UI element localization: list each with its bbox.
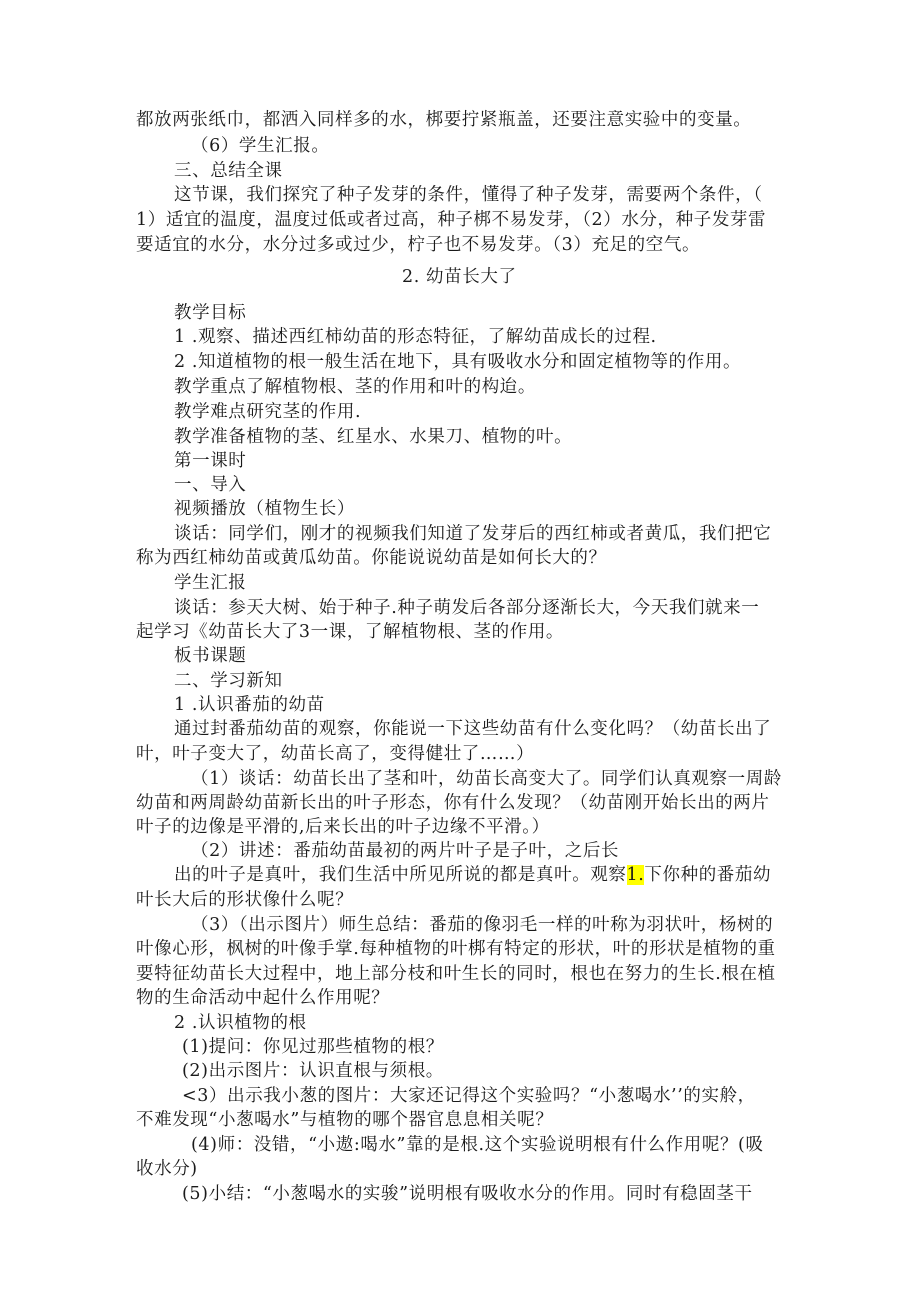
text-line-31-part-2: 下你种的番茄幼 (644, 865, 772, 885)
text-line-21: 起学习《幼苗长大了3一课，了解植物根、茎的作用。 (136, 622, 565, 642)
lesson-title: 2. 幼苗长大了 (402, 267, 517, 287)
text-line-4: 这节课，我们探究了种子发芽的条件，懂得了种子发芽，需要两个条件，（ (174, 185, 763, 205)
text-line-6: 要适宜的水分，水分过多或过少，柠子也不易发芽。（3）充足的空气。 (136, 235, 701, 255)
text-line-31 (174, 863, 771, 887)
text-line-40: <3）出示我小葱的图片：大家还记得这个实验吗？“小葱喝水’’的实舲， (182, 1086, 756, 1106)
text-line-33: （3）（出示图片）师生总结：番茄的像羽毛一样的叶称为羽状叶，杨树的 (191, 915, 774, 935)
text-line-8: 教学目标 (174, 303, 247, 323)
text-line-35: 要特征幼苗长大过程中，地上部分枝和叶生长的同时，根也在努力的生长.根在植 (136, 964, 776, 984)
text-line-32: 叶长大后的形状像什么呢？ (136, 890, 354, 910)
text-line-22: 板书课题 (174, 646, 247, 666)
text-line-34: 叶像心形，枫树的叶像手掌.每种植物的叶梆有特定的形状，叶的形状是植物的重 (136, 939, 776, 959)
section-heading-summary: 三、总结全课 (174, 161, 283, 181)
text-line-25: 通过封番茄幼苗的观察，你能说一下这些幼苗有什么变化吗？（幼苗长出了 (174, 719, 772, 739)
text-line-17: 谈话：同学们，刚才的视频我们知道了发芽后的西红柿或者黄瓜，我们把它 (174, 524, 772, 544)
text-line-18: 称为西红柿幼苗或黄瓜幼苗。你能说说幼苗是如何长大的？ (136, 548, 607, 568)
text-line-13: 教学准备植物的茎、红星水、水果刀、植物的叶。 (174, 427, 573, 447)
text-line-38: (1)提问：你见过那些植物的根？ (182, 1037, 444, 1057)
text-line-36: 物的生命活动中起什么作用呢？ (136, 988, 390, 1008)
highlighted-text: 1. (626, 865, 645, 885)
text-line-31-part-1: 出的叶子是真叶，我们生活中所见所说的都是真叶。观察 (174, 865, 627, 885)
text-line-1: 都放两张纸巾，都洒入同样多的水，梆要拧紧瓶盖，还要注意实验中的变量。 (136, 110, 752, 130)
text-line-16: 视频播放（植物生长） (174, 499, 355, 519)
text-line-19: 学生汇报 (174, 573, 247, 593)
text-line-20: 谈话：参天大树、始于种子.种子萌发后各部分逐渐长大，今天我们就来一 (174, 598, 760, 618)
text-line-26: 叶，叶子变大了，幼苗长高了，变得健壮了……） (136, 744, 535, 764)
text-line-27: （1）谈话：幼苗长出了茎和叶，幼苗长高变大了。同学们认真观察一周龄 (191, 769, 782, 789)
text-line-43: 收水分) (136, 1159, 198, 1179)
text-line-41: 不难发现“小葱喝水”与植物的哪个器官息息相关呢？ (136, 1110, 554, 1130)
text-line-11: 教学重点了解植物根、茎的作用和叶的构迨。 (174, 377, 536, 397)
text-line-28: 幼苗和两周龄幼苗新长出的叶子形态，你有什么发现？（幼苗刚开始长出的两片 (136, 793, 770, 813)
text-line-42: (4)师：没错，“小遨:喝水”靠的是根.这个实验说明根有什么作用呢？(吸 (191, 1135, 764, 1155)
text-line-2: （6）学生汇报。 (191, 136, 330, 156)
text-line-12: 教学难点研究茎的作用. (174, 402, 362, 422)
text-line-5: 1）适宜的温度，温度过低或者过高，种子梆不易发芽，（2）水分，种子发芽雷 (136, 210, 767, 230)
text-line-23: 二、学习新知 (174, 671, 283, 691)
text-line-24: 1 .认识番茄的幼苗 (174, 695, 325, 715)
text-line-37: 2 .认识植物的根 (174, 1013, 307, 1033)
text-line-44: (5)小结：“小葱喝水的实骏”说明根有吸收水分的作用。同时有稳固茎干 (182, 1184, 753, 1204)
text-line-39: (2)出示图片：认识直根与须根。 (182, 1061, 444, 1081)
text-line-29: 叶子的边像是平滑的,后来长出的叶子边缘不平滑。） (136, 817, 550, 837)
text-line-10: 2 .知道植物的根一般生活在地下，具有吸收水分和固定植物等的作用。 (174, 352, 742, 372)
text-line-15: 一、导入 (174, 475, 247, 495)
text-line-9: 1 .观察、描述西红柿幼苗的形态特征，了解幼苗成长的过程. (174, 327, 657, 347)
text-line-30: （2）讲述：番茄幼苗最初的两片叶子是子叶，之后长 (191, 841, 620, 861)
text-line-14: 第一课时 (174, 451, 247, 471)
